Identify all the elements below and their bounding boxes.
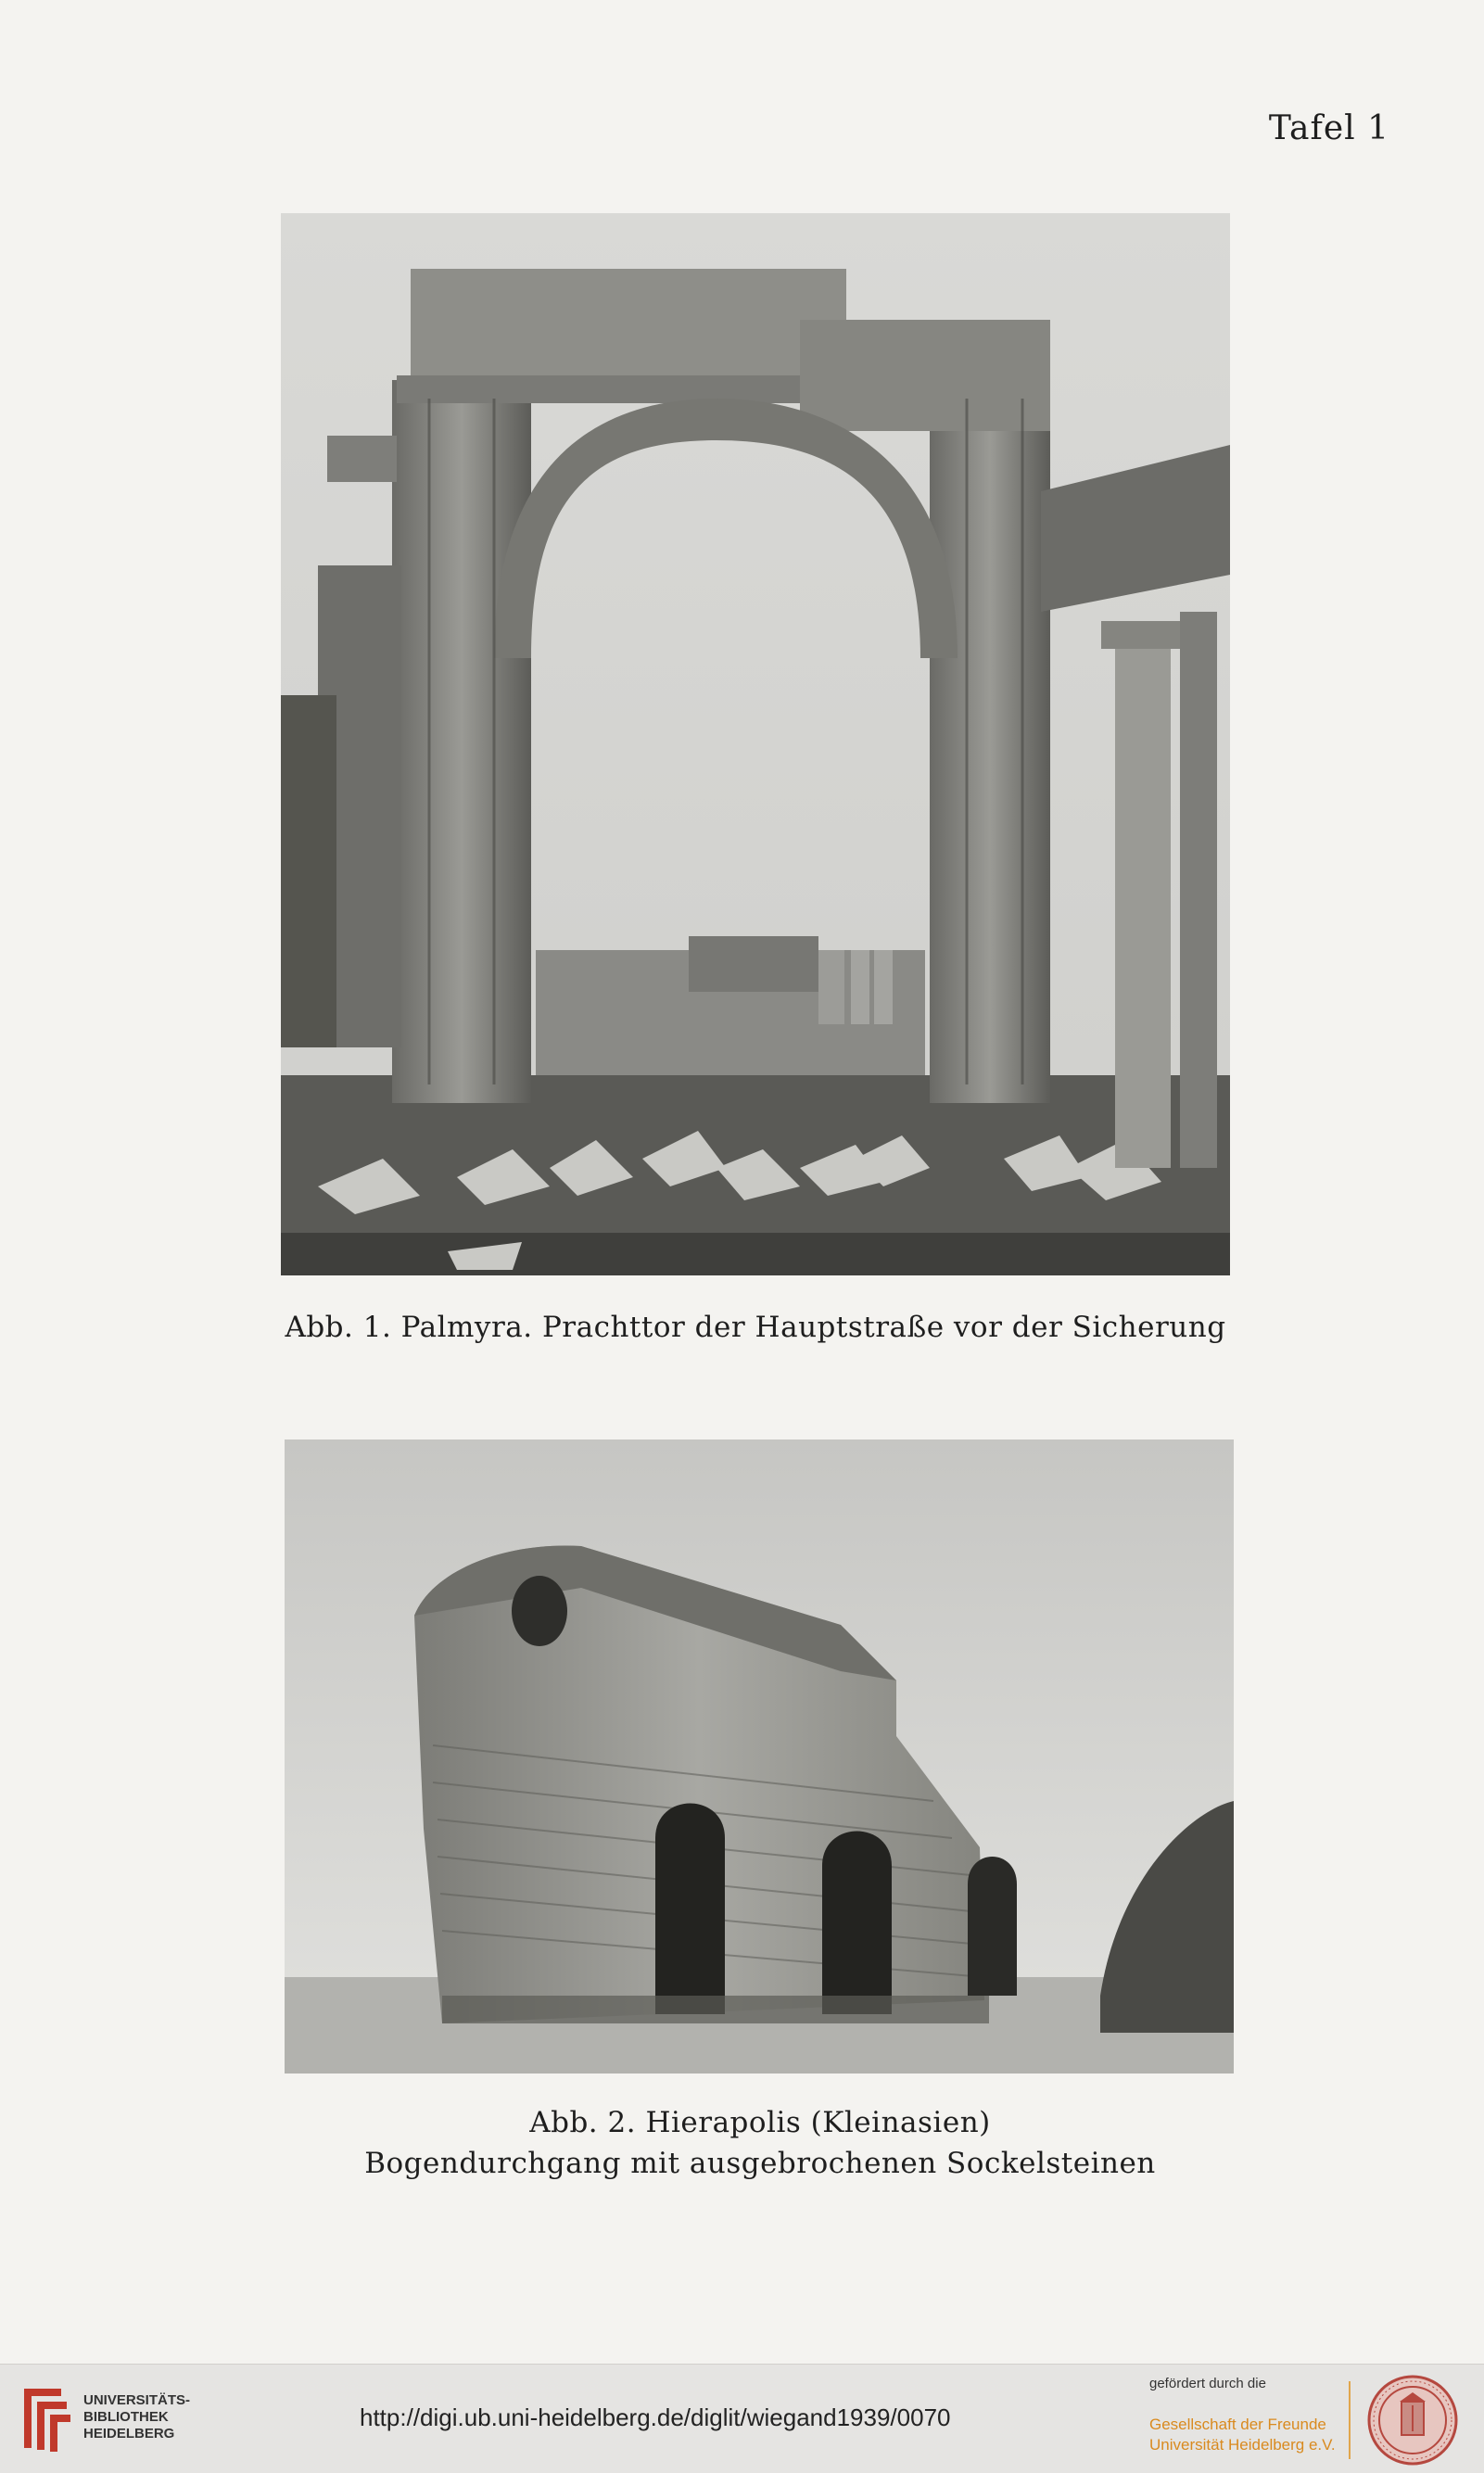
footer-divider <box>1349 2381 1351 2459</box>
society-name-line-1: Gesellschaft der Freunde <box>1149 2416 1326 2433</box>
library-name-line-2: BIBLIOTHEK <box>83 2409 169 2425</box>
permalink-url[interactable]: http://digi.ub.uni-heidelberg.de/diglit/wiegand1939/0070 <box>360 2403 951 2431</box>
university-seal-icon <box>1366 2374 1459 2467</box>
funded-by-label: gefördert durch die <box>1149 2376 1266 2391</box>
plate-label: Tafel 1 <box>1268 109 1389 147</box>
figure-1-caption: Abb. 1. Palmyra. Prachttor der Hauptstraße vor der Sicherung <box>285 1311 1226 1344</box>
library-name-line-3: HEIDELBERG <box>83 2426 175 2441</box>
photo-hierapolis-arches <box>285 1439 1234 2074</box>
figure-2-caption-line-2: Bogendurchgang mit ausgebrochenen Sockelsteinen <box>364 2147 1156 2180</box>
figure-2-caption <box>278 2102 1242 2184</box>
figure-2-caption-line-1: Abb. 2. Hierapolis (Kleinasien) <box>529 2106 991 2139</box>
library-name-line-1: UNIVERSITÄTS- <box>83 2392 191 2408</box>
digitization-footer <box>0 2364 1484 2473</box>
society-name-line-2: Universität Heidelberg e.V. <box>1149 2436 1336 2454</box>
society-name <box>1149 2415 1336 2455</box>
library-name <box>83 2392 190 2442</box>
photo-palmyra-arch <box>281 213 1230 1275</box>
ub-heidelberg-logo-icon <box>17 2383 74 2455</box>
